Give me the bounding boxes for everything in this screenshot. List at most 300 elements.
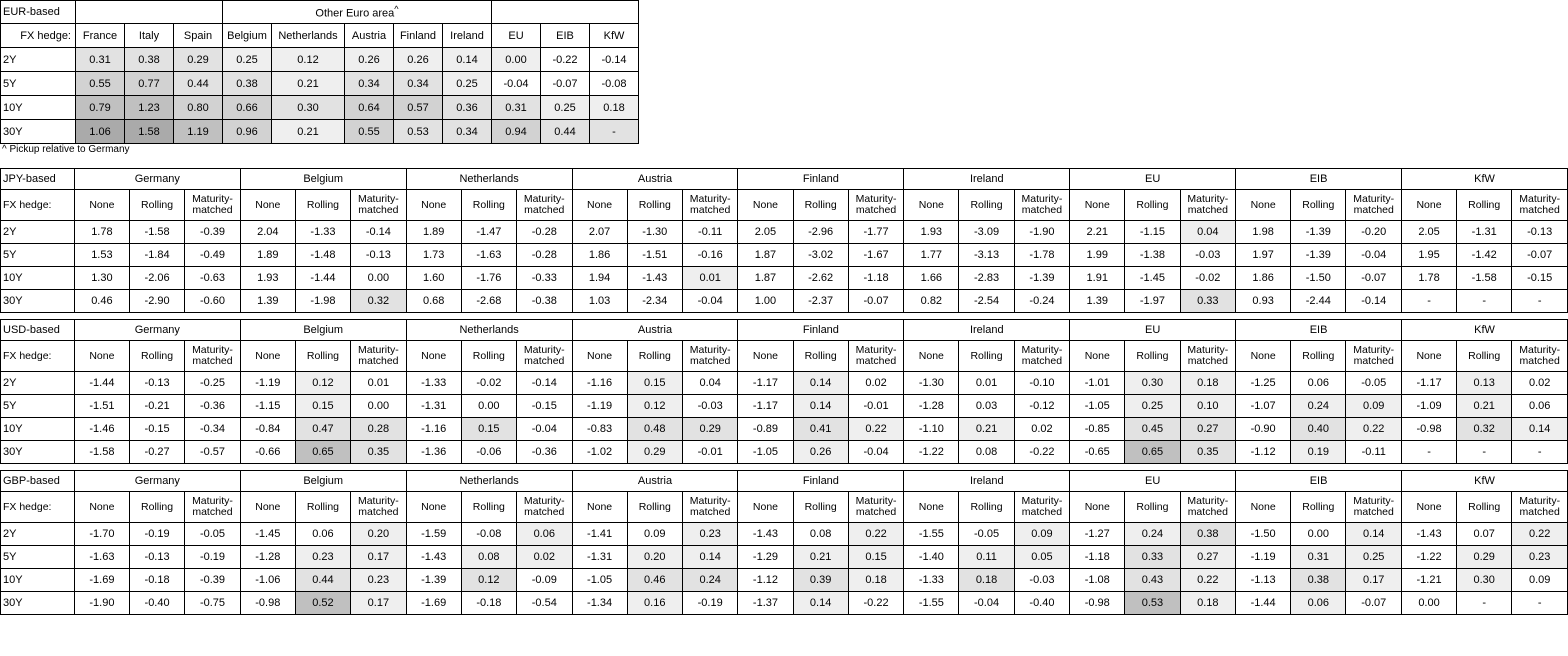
data-cell: -1.39 xyxy=(1291,221,1346,244)
table-row xyxy=(1,267,1568,290)
data-cell: -0.03 xyxy=(1014,569,1070,592)
data-cell: -1.19 xyxy=(240,372,295,395)
data-cell: -0.04 xyxy=(517,418,573,441)
data-cell: -1.39 xyxy=(1291,244,1346,267)
issuer-header-germany: Germany xyxy=(74,320,240,341)
hedge-type-header: Rolling xyxy=(1291,341,1346,372)
data-cell: -2.96 xyxy=(793,221,848,244)
row-label-tenor: 5Y xyxy=(1,395,75,418)
eur-based-table-block xyxy=(0,0,639,155)
data-cell: 0.53 xyxy=(394,120,443,144)
data-cell: 0.06 xyxy=(1291,372,1346,395)
table-row xyxy=(1,120,639,144)
hedge-type-header: Maturity- matched xyxy=(1346,492,1402,523)
core-group-blank xyxy=(76,1,223,24)
data-cell: 1.98 xyxy=(1236,221,1291,244)
data-cell: 0.29 xyxy=(627,441,682,464)
hedge-type-header: Rolling xyxy=(1291,492,1346,523)
data-cell: -0.15 xyxy=(1512,267,1568,290)
data-cell: -1.38 xyxy=(1125,244,1180,267)
data-cell: - xyxy=(590,120,639,144)
data-cell: 0.68 xyxy=(406,290,461,313)
data-cell: -0.39 xyxy=(185,221,241,244)
data-cell: 1.30 xyxy=(74,267,129,290)
hedge-type-header: Rolling xyxy=(1457,492,1512,523)
data-cell: 0.38 xyxy=(125,48,174,72)
fx-hedge-label: FX hedge: xyxy=(1,24,76,48)
data-cell: -1.39 xyxy=(406,569,461,592)
data-cell: - xyxy=(1402,441,1457,464)
data-cell: 0.82 xyxy=(904,290,959,313)
hedge-type-header: None xyxy=(1402,190,1457,221)
data-cell: 0.09 xyxy=(1014,523,1070,546)
data-cell: 1.03 xyxy=(572,290,627,313)
data-cell: 0.38 xyxy=(1291,569,1346,592)
data-cell: 1.06 xyxy=(76,120,125,144)
hedge-type-header: None xyxy=(1236,341,1291,372)
data-cell: -0.13 xyxy=(129,546,184,569)
hedge-type-header: None xyxy=(406,492,461,523)
hedge-type-header: Maturity- matched xyxy=(682,341,738,372)
data-cell: -1.31 xyxy=(1457,221,1512,244)
hedge-type-header: Maturity- matched xyxy=(185,190,241,221)
issuer-header-finland: Finland xyxy=(738,471,904,492)
table-row xyxy=(1,569,1568,592)
data-cell: -1.67 xyxy=(848,244,904,267)
hedge-type-header: Rolling xyxy=(1291,190,1346,221)
table-row xyxy=(1,221,1568,244)
hedge-type-header: Rolling xyxy=(1457,190,1512,221)
data-cell: 0.02 xyxy=(1014,418,1070,441)
data-cell: -1.42 xyxy=(1457,244,1512,267)
data-cell: 0.29 xyxy=(682,418,738,441)
table-row xyxy=(1,290,1568,313)
data-cell: 0.22 xyxy=(1346,418,1402,441)
data-cell: 0.00 xyxy=(461,395,516,418)
data-cell: 0.40 xyxy=(1291,418,1346,441)
row-label-tenor: 2Y xyxy=(1,523,75,546)
data-cell: -0.75 xyxy=(185,592,241,615)
issuer-header-ireland: Ireland xyxy=(904,471,1070,492)
hedge-type-header: None xyxy=(74,190,129,221)
data-cell: -1.46 xyxy=(74,418,129,441)
data-cell: -1.28 xyxy=(904,395,959,418)
data-cell: -1.77 xyxy=(848,221,904,244)
data-cell: -1.15 xyxy=(240,395,295,418)
data-cell: 0.22 xyxy=(848,523,904,546)
data-cell: -1.25 xyxy=(1236,372,1291,395)
row-label-tenor: 30Y xyxy=(1,120,76,144)
data-cell: -0.05 xyxy=(185,523,241,546)
data-cell: -2.83 xyxy=(959,267,1014,290)
data-cell: -0.22 xyxy=(848,592,904,615)
hedge-type-header: Maturity- matched xyxy=(1180,492,1236,523)
row-label-tenor: 30Y xyxy=(1,441,75,464)
issuer-header-belgium: Belgium xyxy=(240,320,406,341)
data-cell: 0.08 xyxy=(959,441,1014,464)
currency-table-block xyxy=(0,319,1568,464)
issuer-header-eib: EIB xyxy=(1236,320,1402,341)
data-cell: 1.89 xyxy=(406,221,461,244)
row-label-tenor: 10Y xyxy=(1,267,75,290)
issuer-header-eib: EIB xyxy=(1236,169,1402,190)
data-cell: -1.47 xyxy=(461,221,516,244)
data-cell: 0.12 xyxy=(295,372,350,395)
data-cell: -0.18 xyxy=(129,569,184,592)
data-cell: -0.01 xyxy=(848,395,904,418)
hedge-type-header: Maturity- matched xyxy=(1512,190,1568,221)
data-cell: -2.44 xyxy=(1291,290,1346,313)
data-cell: -0.38 xyxy=(517,290,573,313)
data-cell: 0.32 xyxy=(351,290,407,313)
data-cell: -1.98 xyxy=(295,290,350,313)
hedge-type-header: Rolling xyxy=(959,492,1014,523)
data-cell: -1.40 xyxy=(904,546,959,569)
data-cell: -0.25 xyxy=(185,372,241,395)
data-cell: -0.04 xyxy=(682,290,738,313)
data-cell: -1.48 xyxy=(295,244,350,267)
col-header-france: France xyxy=(76,24,125,48)
data-cell: 1.53 xyxy=(74,244,129,267)
data-cell: -0.08 xyxy=(590,72,639,96)
issuer-header-finland: Finland xyxy=(738,169,904,190)
data-cell: 0.77 xyxy=(125,72,174,96)
data-cell: -1.17 xyxy=(1402,372,1457,395)
data-cell: 0.55 xyxy=(345,120,394,144)
data-cell: 0.52 xyxy=(295,592,350,615)
data-cell: -0.40 xyxy=(129,592,184,615)
data-cell: - xyxy=(1512,592,1568,615)
data-cell: 0.17 xyxy=(1346,569,1402,592)
data-cell: -1.33 xyxy=(904,569,959,592)
data-cell: 0.06 xyxy=(295,523,350,546)
issuer-header-ireland: Ireland xyxy=(904,169,1070,190)
data-cell: 2.05 xyxy=(738,221,793,244)
other-euro-area-label: Other Euro area^ xyxy=(223,1,492,24)
data-cell: 0.44 xyxy=(541,120,590,144)
data-cell: 0.24 xyxy=(1125,523,1180,546)
currency-basis-label: JPY-based xyxy=(1,169,75,190)
data-cell: 0.80 xyxy=(174,96,223,120)
table-row xyxy=(1,48,639,72)
row-label-tenor: 10Y xyxy=(1,569,75,592)
data-cell: -0.04 xyxy=(959,592,1014,615)
currency-table-block xyxy=(0,470,1568,615)
data-cell: -1.12 xyxy=(1236,441,1291,464)
data-cell: -0.01 xyxy=(682,441,738,464)
data-cell: -0.15 xyxy=(517,395,573,418)
data-cell: -1.90 xyxy=(1014,221,1070,244)
data-cell: -1.63 xyxy=(74,546,129,569)
issuer-header-austria: Austria xyxy=(572,471,738,492)
data-cell: 0.15 xyxy=(848,546,904,569)
data-cell: 1.95 xyxy=(1402,244,1457,267)
data-cell: -0.16 xyxy=(682,244,738,267)
hedge-type-header: Rolling xyxy=(461,341,516,372)
data-cell: -0.22 xyxy=(541,48,590,72)
data-cell: 0.14 xyxy=(793,372,848,395)
data-cell: 0.21 xyxy=(272,120,345,144)
data-cell: 0.32 xyxy=(1457,418,1512,441)
currency-table xyxy=(0,168,1568,313)
table-row xyxy=(1,395,1568,418)
data-cell: -0.54 xyxy=(517,592,573,615)
data-cell: -0.33 xyxy=(517,267,573,290)
col-header-spain: Spain xyxy=(174,24,223,48)
hedge-type-header: Maturity- matched xyxy=(1180,341,1236,372)
data-cell: 0.44 xyxy=(174,72,223,96)
issuer-header-belgium: Belgium xyxy=(240,169,406,190)
issuer-header-row xyxy=(1,320,1568,341)
data-cell: 1.87 xyxy=(738,244,793,267)
data-cell: 0.14 xyxy=(1346,523,1402,546)
data-cell: -1.22 xyxy=(1402,546,1457,569)
footnote: ^ Pickup relative to Germany xyxy=(2,144,130,155)
data-cell: -0.63 xyxy=(185,267,241,290)
hedge-type-header: None xyxy=(572,190,627,221)
data-cell: 0.23 xyxy=(1512,546,1568,569)
data-cell: 0.11 xyxy=(959,546,1014,569)
data-cell: 0.53 xyxy=(1125,592,1180,615)
data-cell: -1.10 xyxy=(904,418,959,441)
data-cell: -1.51 xyxy=(627,244,682,267)
data-cell: 0.21 xyxy=(272,72,345,96)
data-cell: -3.09 xyxy=(959,221,1014,244)
data-cell: - xyxy=(1402,290,1457,313)
table-row xyxy=(1,418,1568,441)
currency-table xyxy=(0,319,1568,464)
data-cell: 0.21 xyxy=(793,546,848,569)
issuer-header-netherlands: Netherlands xyxy=(406,471,572,492)
data-cell: -1.69 xyxy=(74,569,129,592)
fx-hedge-label: FX hedge: xyxy=(1,341,75,372)
data-cell: -0.36 xyxy=(185,395,241,418)
hedge-type-header: Rolling xyxy=(1125,341,1180,372)
hedge-type-header: Maturity- matched xyxy=(848,492,904,523)
hedge-type-header: None xyxy=(738,341,793,372)
data-cell: 1.39 xyxy=(240,290,295,313)
data-cell: 0.25 xyxy=(1346,546,1402,569)
data-cell: 0.39 xyxy=(793,569,848,592)
data-cell: 0.14 xyxy=(1512,418,1568,441)
data-cell: -1.18 xyxy=(848,267,904,290)
data-cell: -1.78 xyxy=(1014,244,1070,267)
data-cell: -0.05 xyxy=(959,523,1014,546)
data-cell: 0.79 xyxy=(76,96,125,120)
data-cell: 0.01 xyxy=(959,372,1014,395)
data-cell: 2.04 xyxy=(240,221,295,244)
data-cell: 2.05 xyxy=(1402,221,1457,244)
data-cell: 1.93 xyxy=(240,267,295,290)
data-cell: 0.04 xyxy=(1180,221,1236,244)
hedge-type-header: Maturity- matched xyxy=(1014,341,1070,372)
data-cell: 0.08 xyxy=(461,546,516,569)
table-row xyxy=(1,372,1568,395)
col-header-eib: EIB xyxy=(541,24,590,48)
data-cell: 0.34 xyxy=(443,120,492,144)
data-cell: 0.13 xyxy=(1457,372,1512,395)
data-cell: -1.16 xyxy=(406,418,461,441)
hedge-type-header: Rolling xyxy=(1457,341,1512,372)
data-cell: -1.50 xyxy=(1236,523,1291,546)
hedge-type-header: Maturity- matched xyxy=(1014,190,1070,221)
data-cell: -1.09 xyxy=(1402,395,1457,418)
data-cell: -1.22 xyxy=(904,441,959,464)
hedge-type-header: Rolling xyxy=(627,492,682,523)
data-cell: 1.77 xyxy=(904,244,959,267)
issuer-header-germany: Germany xyxy=(74,471,240,492)
data-cell: 0.30 xyxy=(1125,372,1180,395)
data-cell: -0.22 xyxy=(1014,441,1070,464)
data-cell: 0.06 xyxy=(1512,395,1568,418)
data-cell: 1.19 xyxy=(174,120,223,144)
hedge-type-header: Rolling xyxy=(627,190,682,221)
data-cell: 1.39 xyxy=(1070,290,1125,313)
data-cell: 1.97 xyxy=(1236,244,1291,267)
data-cell: 0.44 xyxy=(295,569,350,592)
data-cell: -0.04 xyxy=(848,441,904,464)
data-cell: -3.13 xyxy=(959,244,1014,267)
data-cell: -0.66 xyxy=(240,441,295,464)
data-cell: -0.21 xyxy=(129,395,184,418)
data-cell: -0.19 xyxy=(682,592,738,615)
data-cell: -1.30 xyxy=(904,372,959,395)
row-label-tenor: 2Y xyxy=(1,221,75,244)
data-cell: 0.33 xyxy=(1125,546,1180,569)
hedge-type-header: Rolling xyxy=(793,190,848,221)
data-cell: -0.11 xyxy=(1346,441,1402,464)
hedge-type-header: Rolling xyxy=(793,341,848,372)
data-cell: 0.31 xyxy=(1291,546,1346,569)
data-cell: 0.34 xyxy=(394,72,443,96)
data-cell: -0.98 xyxy=(1070,592,1125,615)
data-cell: -1.19 xyxy=(572,395,627,418)
issuer-header-eu: EU xyxy=(1070,320,1236,341)
hedge-type-header: None xyxy=(1236,190,1291,221)
issuer-header-eu: EU xyxy=(1070,169,1236,190)
data-cell: 0.15 xyxy=(627,372,682,395)
data-cell: -1.18 xyxy=(1070,546,1125,569)
data-cell: -2.90 xyxy=(129,290,184,313)
data-cell: 0.06 xyxy=(1291,592,1346,615)
col-header-finland: Finland xyxy=(394,24,443,48)
row-label-tenor: 10Y xyxy=(1,96,76,120)
col-header-eu: EU xyxy=(492,24,541,48)
data-cell: -1.43 xyxy=(627,267,682,290)
data-cell: -0.07 xyxy=(1512,244,1568,267)
data-cell: -0.07 xyxy=(848,290,904,313)
row-label-tenor: 30Y xyxy=(1,290,75,313)
data-cell: 0.23 xyxy=(351,569,407,592)
data-cell: -0.12 xyxy=(1014,395,1070,418)
hedge-type-header: Maturity- matched xyxy=(848,341,904,372)
hedge-type-header: None xyxy=(1402,341,1457,372)
data-cell: -1.44 xyxy=(1236,592,1291,615)
data-cell: -1.59 xyxy=(406,523,461,546)
data-cell: 0.12 xyxy=(461,569,516,592)
hedge-type-header: Maturity- matched xyxy=(517,341,573,372)
data-cell: 0.96 xyxy=(223,120,272,144)
data-cell: 0.25 xyxy=(541,96,590,120)
data-cell: -2.54 xyxy=(959,290,1014,313)
hedge-type-header: Maturity- matched xyxy=(351,492,407,523)
data-cell: -0.03 xyxy=(682,395,738,418)
data-cell: 0.27 xyxy=(1180,418,1236,441)
hedge-type-header: Maturity- matched xyxy=(185,341,241,372)
hedge-type-header: None xyxy=(904,341,959,372)
hedge-type-header: None xyxy=(406,341,461,372)
data-cell: -0.04 xyxy=(1346,244,1402,267)
issuer-header-germany: Germany xyxy=(74,169,240,190)
data-cell: 0.01 xyxy=(351,372,407,395)
data-cell: -1.39 xyxy=(1014,267,1070,290)
hedge-type-header: None xyxy=(74,341,129,372)
data-cell: 0.31 xyxy=(492,96,541,120)
data-cell: -0.14 xyxy=(590,48,639,72)
data-cell: -1.36 xyxy=(406,441,461,464)
data-cell: -1.51 xyxy=(74,395,129,418)
data-cell: 1.78 xyxy=(74,221,129,244)
data-cell: -1.08 xyxy=(1070,569,1125,592)
data-cell: 0.38 xyxy=(223,72,272,96)
data-cell: 0.29 xyxy=(1457,546,1512,569)
data-cell: -1.41 xyxy=(572,523,627,546)
hedge-type-header: Rolling xyxy=(793,492,848,523)
hedge-type-header: None xyxy=(904,190,959,221)
data-cell: 0.26 xyxy=(793,441,848,464)
data-cell: -1.97 xyxy=(1125,290,1180,313)
data-cell: 0.12 xyxy=(272,48,345,72)
data-cell: 0.14 xyxy=(793,592,848,615)
hedge-type-header: Rolling xyxy=(129,190,184,221)
data-cell: -1.58 xyxy=(1457,267,1512,290)
data-cell: 0.14 xyxy=(682,546,738,569)
data-cell: 0.09 xyxy=(627,523,682,546)
hedge-type-header: Maturity- matched xyxy=(1346,341,1402,372)
data-cell: -0.07 xyxy=(1346,267,1402,290)
data-cell: -0.85 xyxy=(1070,418,1125,441)
data-cell: 0.35 xyxy=(351,441,407,464)
data-cell: -1.37 xyxy=(738,592,793,615)
data-cell: -0.10 xyxy=(1014,372,1070,395)
data-cell: 0.20 xyxy=(627,546,682,569)
row-label-tenor: 2Y xyxy=(1,48,76,72)
issuer-header-eu: EU xyxy=(1070,471,1236,492)
data-cell: 0.24 xyxy=(1291,395,1346,418)
data-cell: 1.86 xyxy=(572,244,627,267)
data-cell: -0.83 xyxy=(572,418,627,441)
data-cell: 0.19 xyxy=(1291,441,1346,464)
eur-based-label: EUR-based xyxy=(1,1,76,24)
data-cell: 1.91 xyxy=(1070,267,1125,290)
data-cell: -1.01 xyxy=(1070,372,1125,395)
hedge-type-header: Rolling xyxy=(295,341,350,372)
hedge-type-header: None xyxy=(572,492,627,523)
row-label-tenor: 10Y xyxy=(1,418,75,441)
data-cell: - xyxy=(1457,592,1512,615)
data-cell: 0.35 xyxy=(1180,441,1236,464)
hedge-type-header: None xyxy=(1070,190,1125,221)
hedge-type-header-row xyxy=(1,492,1568,523)
data-cell: 0.46 xyxy=(627,569,682,592)
hedge-type-header: None xyxy=(572,341,627,372)
hedge-type-header: Maturity- matched xyxy=(351,341,407,372)
data-cell: 0.12 xyxy=(627,395,682,418)
data-cell: 0.17 xyxy=(351,546,407,569)
data-cell: -0.98 xyxy=(1402,418,1457,441)
data-cell: -1.07 xyxy=(1236,395,1291,418)
data-cell: -1.19 xyxy=(1236,546,1291,569)
